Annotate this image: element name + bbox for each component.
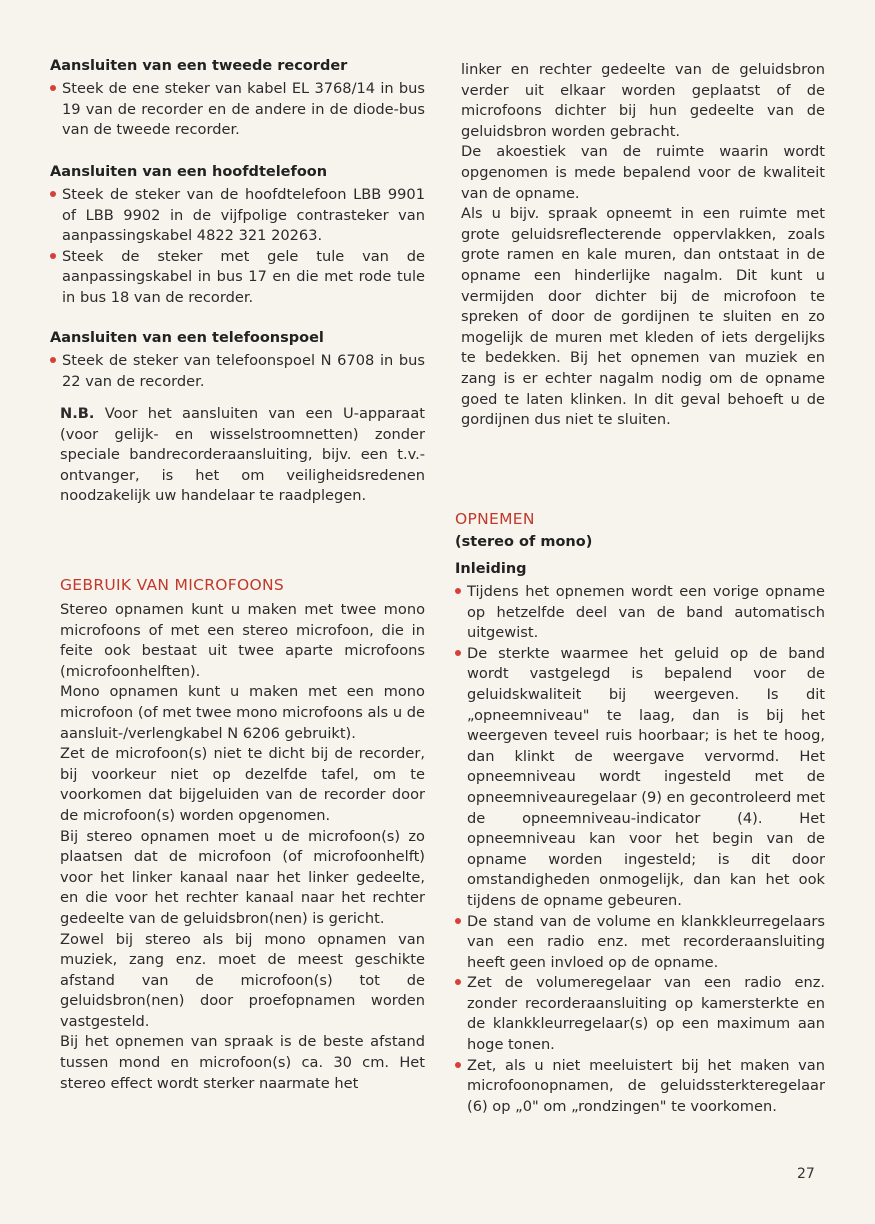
heading-tweede-recorder: Aansluiten van een tweede recorder (50, 58, 348, 74)
paragraph: Zowel bij stereo als bij mono opnamen van muziek, zang enz. moet de meest geschikte afstand van de microfoon(s) tot de geluidsbron(nen) door proefopnamen worden vastgesteld. (60, 930, 425, 1030)
list-item: Steek de ene steker van kabel EL 3768/14 in bus 19 van de recorder en de andere in de diode-bus van de tweede recorder. (50, 79, 425, 141)
paragraph: Stereo opnamen kunt u maken met twee mono microfoons of met een stereo microfoon, die in feite ook bestaat uit twee aparte microfoons (microfoonhelften). (60, 601, 425, 680)
paragraph: Bij stereo opnamen moet u de microfoon(s) zo plaatsen dat de microfoon (of microfoonhelft) voor het linker kanaal naar het linker gedeelte, en die voor het rechter kanaal naar het rechter gedeelte van de geluidsbron(nen) is gericht. (60, 827, 425, 927)
heading-opnemen: OPNEMEN (455, 510, 535, 528)
page-number: 27 (797, 1166, 815, 1182)
section-hoofdtelefoon (50, 162, 425, 309)
list-item: Tijdens het opnemen wordt een vorige opname op hetzelfde deel van de band automatisch uitgewist. (455, 582, 825, 644)
paragraph: Bij het opnemen van spraak is de beste afstand tussen mond en microfoon(s) ca. 30 cm. Het stereo effect wordt sterker naarmate het (60, 1033, 425, 1092)
section-tweede-recorder (50, 56, 425, 141)
bullet-icon (455, 979, 461, 985)
list-item: Zet, als u niet meeluistert bij het maken van microfoonopnamen, de geluidssterkteregelaar (6) op „0" om „rondzingen" te voorkomen. (455, 1056, 825, 1118)
heading-inleiding: Inleiding (455, 561, 527, 577)
list-item: Steek de steker van telefoonspoel N 6708 in bus 22 van de recorder. (50, 351, 425, 392)
bullet-icon (455, 588, 461, 594)
paragraph: Zet de microfoon(s) niet te dicht bij de recorder, bij voorkeur niet op dezelfde tafel, om te voorkomen dat bijgeluiden van de recorder door de microfoon(s) worden opgenomen. (60, 745, 425, 824)
bullet-list (50, 185, 425, 309)
bullet-icon (455, 650, 461, 656)
paragraph: linker en rechter gedeelte van de geluidsbron verder uit elkaar worden geplaatst of de microfoons dichter bij hun gedeelte van de geluidsbron worden gebracht. (461, 61, 825, 140)
section-opnemen (455, 508, 825, 1117)
section-continued (461, 60, 825, 431)
bullet-icon (50, 253, 56, 259)
paragraph: De akoestiek van de ruimte waarin wordt opgenomen is mede bepalend voor de kwaliteit van de opname. (461, 143, 825, 202)
nb-label: N.B. (60, 405, 95, 422)
section-telefoonspoel (50, 328, 425, 392)
bullet-icon (50, 191, 56, 197)
list-item: Steek de steker met gele tule van de aanpassingskabel in bus 17 en die met rode tule in bus 18 van de recorder. (50, 247, 425, 309)
heading-microfoons: GEBRUIK VAN MICROFOONS (60, 576, 285, 594)
heading-hoofdtelefoon: Aansluiten van een hoofdtelefoon (50, 164, 328, 180)
section-nb (60, 404, 425, 507)
list-item: Steek de steker van de hoofdtelefoon LBB 9901 of LBB 9902 in de vijfpolige contrasteker van aanpassingskabel 4822 321 20263. (50, 185, 425, 247)
bullet-icon (455, 1062, 461, 1068)
paragraph: Mono opnamen kunt u maken met een mono microfoon (of met twee mono microfoons als u de aansluit-/verlengkabel N 6206 gebruikt). (60, 683, 425, 742)
list-item: De stand van de volume en klankkleurregelaars van een radio enz. met recorderaansluiting heeft geen invloed op de opname. (455, 912, 825, 974)
bullet-list (50, 79, 425, 141)
subheading-stereo-mono: (stereo of mono) (455, 534, 593, 550)
bullet-icon (50, 357, 56, 363)
list-item: De sterkte waarmee het geluid op de band wordt vastgelegd is bepalend voor de geluidskwaliteit bij weergeven. Is dit „opneemniveau" te laag, dan is bij het weergeven teveel ruis hoorbaar; is het te hoog, dan klinkt de weergave vervormd. Het opneemniveau wordt ingesteld met de opneemniveauregelaar (9) en gecontroleerd met de opneemniveau-indicator (4). Het opneemniveau kan voor het begin van de opname worden ingesteld; is dit door omstandigheden onmogelijk, dan kan het ook tijdens de opname gebeuren. (455, 644, 825, 912)
paragraph: Als u bijv. spraak opneemt in een ruimte met grote geluidsreflecterende oppervlakken, zoals grote ramen en kale muren, dan ontstaat in de opname een hinderlijke nagalm. Dit kunt u vermijden door dichter bij de microfoon te spreken of door de gordijnen te sluiten en zo mogelijk de muren met kleden of iets dergelijks te bedekken. Bij het opnemen van muziek en zang is er echter nagalm nodig om de opname goed te laten klinken. In dit geval behoeft u de gordijnen dus niet te sluiten. (461, 205, 825, 429)
bullet-list (455, 582, 825, 1117)
heading-telefoonspoel: Aansluiten van een telefoonspoel (50, 330, 324, 346)
bullet-icon (455, 918, 461, 924)
bullet-icon (50, 85, 56, 91)
bullet-list (50, 351, 425, 392)
section-microfoons (60, 574, 425, 1094)
nb-paragraph: N.B. Voor het aansluiten van een U-apparaat (voor gelijk- en wisselstroomnetten) zonder speciale bandrecorderaansluiting, bijv. een t.v.-ontvanger, is het om veiligheidsredenen noodzakelijk uw handelaar te raadplegen. (60, 405, 425, 505)
list-item: Zet de volumeregelaar van een radio enz. zonder recorderaansluiting op kamersterkte en de klankkleurregelaar(s) op een maximum aan hoge tonen. (455, 973, 825, 1055)
